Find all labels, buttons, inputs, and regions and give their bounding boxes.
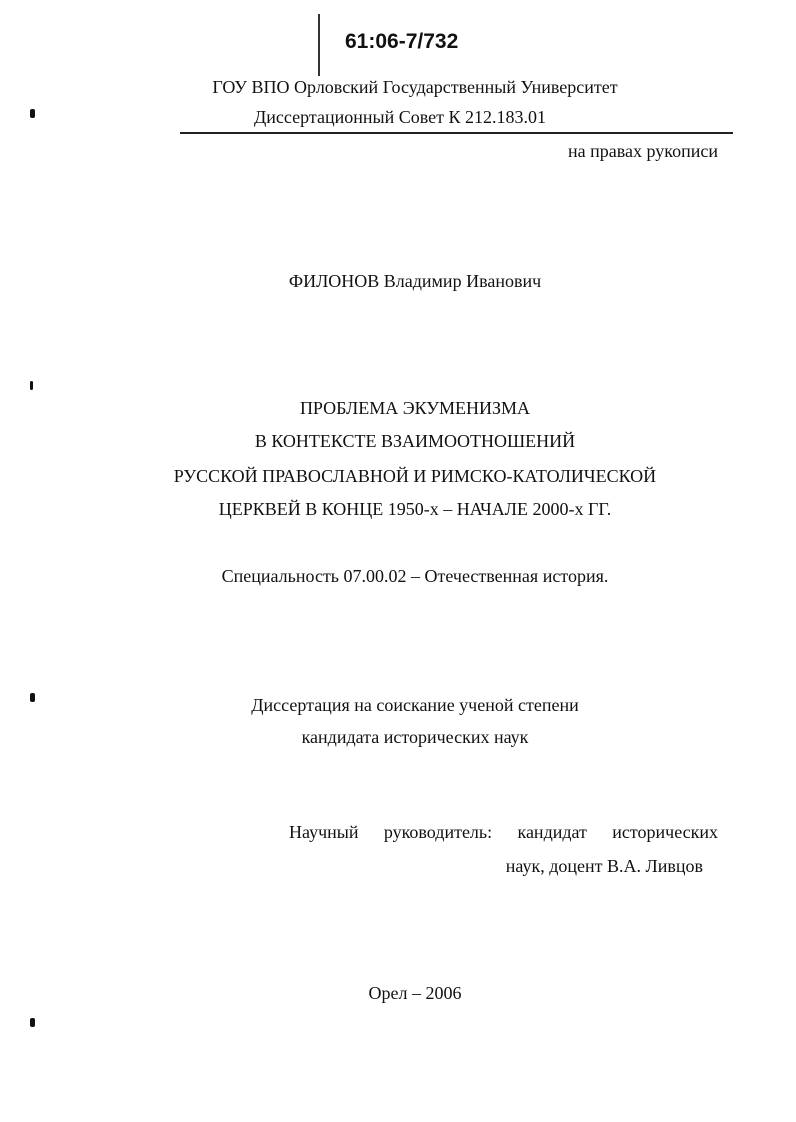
advisor-line: Научный руководитель: кандидат исторических [289, 822, 718, 842]
manuscript-note: на правах рукописи [568, 141, 718, 161]
author-name: ФИЛОНОВ Владимир Иванович [288, 271, 542, 291]
title-line: РУССКОЙ ПРАВОСЛАВНОЙ И РИМСКО-КАТОЛИЧЕСКОЙ [173, 466, 657, 486]
scan-vertical-line [318, 14, 320, 76]
title-line: В КОНТЕКСТЕ ВЗАИМООТНОШЕНИЙ [254, 431, 576, 451]
institution: ГОУ ВПО Орловский Государственный Университет [212, 77, 618, 97]
council: Диссертационный Совет К 212.183.01 [254, 107, 546, 127]
scan-punch-mark [30, 1018, 35, 1027]
header-divider [180, 132, 733, 134]
place-year: Орел – 2006 [368, 983, 462, 1003]
scan-punch-mark [30, 381, 33, 390]
scan-punch-mark [30, 109, 35, 118]
advisor-line: наук, доцент В.А. Ливцов [505, 856, 703, 876]
scan-punch-mark [30, 693, 35, 702]
degree-line: кандидата исторических наук [301, 727, 529, 747]
title-line: ЦЕРКВЕЙ В КОНЦЕ 1950-х – НАЧАЛЕ 2000-х ГГ. [218, 499, 612, 519]
catalog-code: 61:06-7/732 [345, 30, 459, 53]
title-line: ПРОБЛЕМА ЭКУМЕНИЗМА [299, 398, 531, 418]
specialty: Специальность 07.00.02 – Отечественная история. [221, 566, 609, 586]
degree-line: Диссертация на соискание ученой степени [251, 695, 579, 715]
